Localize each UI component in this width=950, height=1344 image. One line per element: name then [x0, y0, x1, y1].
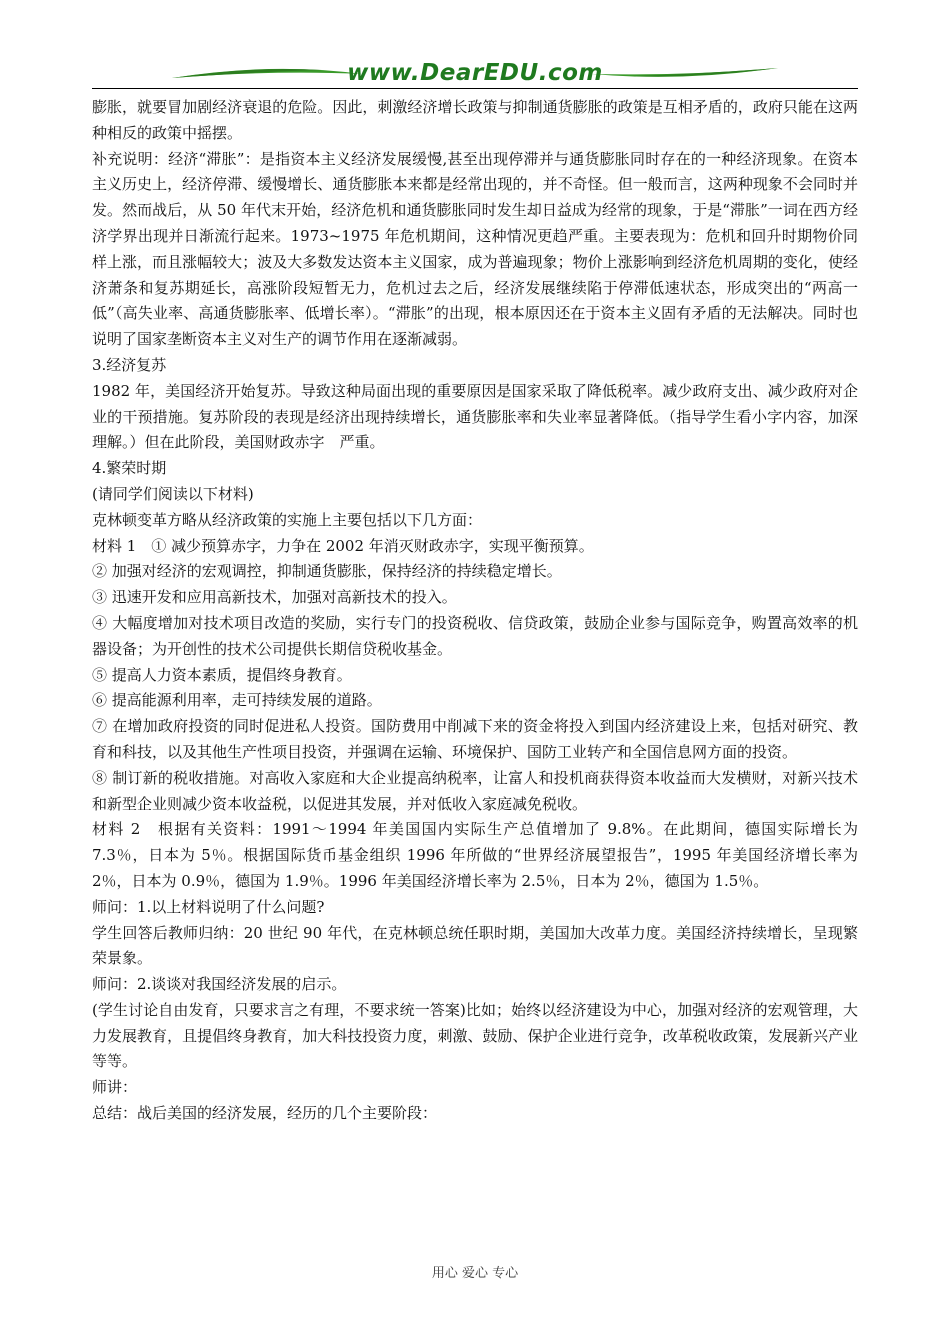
section-heading: 4.繁荣时期: [92, 459, 167, 478]
paragraph: 总结：战后美国的经济发展，经历的几个主要阶段：: [92, 1104, 438, 1123]
list-item: ⑦ 在增加政府投资的同时促进私人投资。国防费用中削减下来的资金将投入到国内经济建设上来，包括对研究、教育和科技，以及其他生产性项目投资，并强调在运输、环境保护、国防工业转产和全国信息网方面的投资。: [92, 717, 858, 761]
site-logo-text: www.DearEDU.com: [347, 60, 603, 86]
list-item: 材料 1 ① 减少预算赤字，力争在 2002 年消灭财政赤字，实现平衡预算。: [92, 536, 594, 555]
paragraph: 材料 2 根据有关资料：1991～1994 年美国国内实际生产总值增加了 9.8%。在此期间，德国实际增长为 7.3％，日本为 5％。根据国际货币基金组织 1996 年所做的“世界经济展望报告”，1995 年美国经济增长率为 2％，日本为 0.9％，德国为 1.9％。1996 年美国经济增长率为 2.5％，日本为 2％，德国为 1.5％。: [92, 820, 858, 890]
paragraph: (学生讨论自由发育，只要求言之有理，不要求统一答案)比如；始终以经济建设为中心，加强对经济的宏观管理，大力发展教育，且提倡终身教育，加大科技投资力度，刺激、鼓励、保护企业进行竞争，改革税收政策，发展新兴产业等等。: [92, 1000, 858, 1071]
paragraph: 师讲：: [92, 1078, 138, 1097]
paragraph: 学生回答后教师归纳：20 世纪 90 年代，在克林顿总统任职时期，美国加大改革力度。美国经济持续增长，呈现繁荣景象。: [92, 923, 858, 968]
section-heading: 3.经济复苏: [92, 355, 167, 374]
list-item: ⑤ 提高人力资本素质，提倡终身教育。: [92, 665, 352, 684]
paragraph: 补充说明：经济“滞胀”：是指资本主义经济发展缓慢,甚至出现停滞并与通货膨胀同时存在的一种经济现象。在资本主义历史上，经济停滞、缓慢增长、通货膨胀本来都是经常出现的，并不奇怪。但一般而言，这两种现象不会同时并发。然而战后，从 50 年代末开始，经济危机和通货膨胀同时发生却日益成为经常的现象，于是“滞胀”一词在西方经济学界出现并日渐流行起来。1973~1975 年危机期间，这种情况更趋严重。主要表现为：危机和回升时期物价同样上涨，而且涨幅较大；波及大多数发达资本主义国家，成为普遍现象；物价上涨影响到经济危机周期的变化，使经济萧条和复苏期延长，高涨阶段短暂无力，危机过去之后，经济发展继续陷于停滞低速状态，形成突出的“两高一低”（高失业率、高通货膨胀率、低增长率）。“滞胀”的出现，根本原因还在于资本主义固有矛盾的无法解决。同时也说明了国家垄断资本主义对生产的调节作用在逐渐减弱。: [92, 149, 858, 349]
paragraph: 师问：1.以上材料说明了什么问题?: [92, 897, 325, 916]
document-body: [92, 95, 858, 1127]
paragraph: (请同学们阅读以下材料): [92, 484, 254, 503]
paragraph: 克林顿变革方略从经济政策的实施上主要包括以下几方面：: [92, 510, 483, 529]
list-item: ③ 迅速开发和应用高新技术，加强对高新技术的投入。: [92, 588, 457, 607]
paragraph: 1982 年，美国经济开始复苏。导致这种局面出现的重要原因是国家采取了降低税率。减少政府支出、减少政府对企业的干预措施。复苏阶段的表现是经济出现持续增长，通货膨胀率和失业率显著降低。（指导学生看小字内容，加深理解。）但在此阶段，美国财政赤字 严重。: [92, 381, 858, 452]
list-item: ⑧ 制订新的税收措施。对高收入家庭和大企业提高纳税率，让富人和投机商获得资本收益而大发横财，对新兴技术和新型企业则减少资本收益税，以促进其发展，并对低收入家庭减免税收。: [92, 768, 858, 813]
page-header: [92, 56, 858, 90]
list-item: ② 加强对经济的宏观调控，抑制通货膨胀，保持经济的持续稳定增长。: [92, 562, 562, 581]
list-item: ⑥ 提高能源利用率，走可持续发展的道路。: [92, 691, 382, 710]
paragraph: 膨胀，就要冒加剧经济衰退的危险。因此，刺激经济增长政策与抑制通货膨胀的政策是互相矛盾的，政府只能在这两种相反的政策中摇摆。: [92, 98, 858, 142]
list-item: ④ 大幅度增加对技术项目改造的奖励，实行专门的投资税收、信贷政策，鼓励企业参与国际竞争，购置高效率的机器设备；为开创性的技术公司提供长期信贷税收基金。: [92, 613, 858, 658]
paragraph: 师问：2.谈谈对我国经济发展的启示。: [92, 975, 347, 994]
header-divider: [92, 88, 858, 89]
page-footer: 用心 爱心 专心: [431, 1266, 519, 1281]
